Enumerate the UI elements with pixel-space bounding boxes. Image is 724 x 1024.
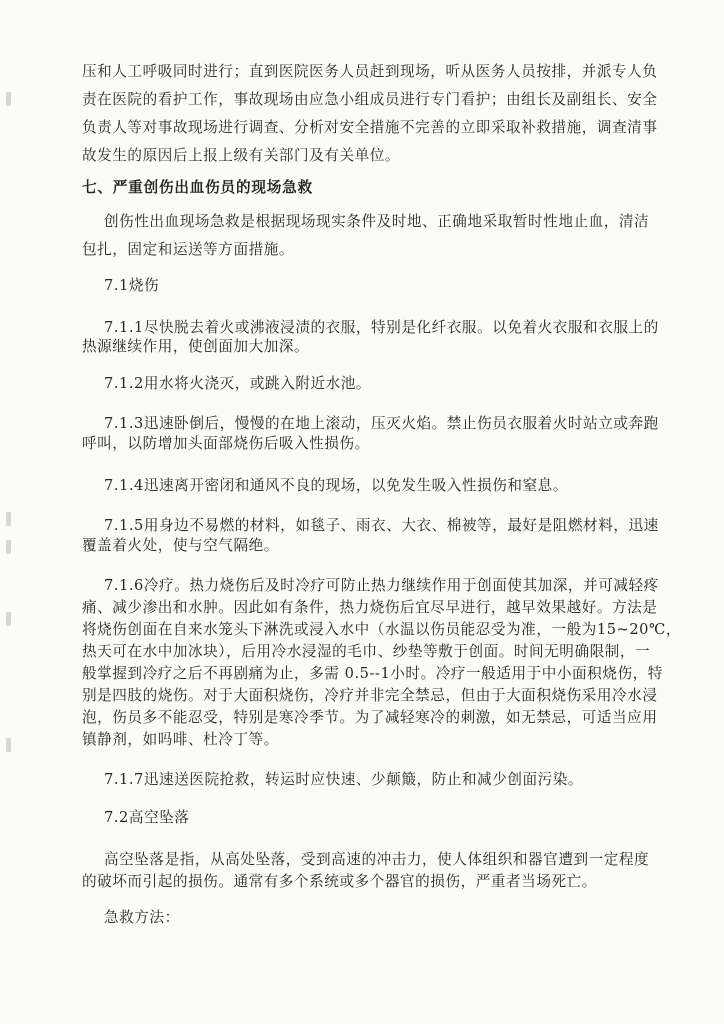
scan-margin-mark (6, 512, 11, 526)
subsection-heading: 7.1烧伤 (104, 277, 160, 294)
paragraph-line: 包扎，固定和运送等方面措施。 (82, 241, 295, 258)
section-heading: 七、严重创伤出血伤员的现场急救 (82, 179, 313, 196)
paragraph-line: 覆盖着火处，使与空气隔绝。 (82, 537, 279, 554)
paragraph-line: 责在医院的看护工作，事故现场由应急小组成员进行专门看护；由组长及副组长、安全 (82, 91, 658, 108)
paragraph-line: 别是四肢的烧伤。对于大面积烧伤，冷疗并非完全禁忌，但由于大面积烧伤采用冷水浸 (82, 687, 658, 704)
paragraph-line: 镇静剂，如吗啡、杜冷丁等。 (82, 731, 279, 748)
scan-margin-mark (6, 738, 11, 752)
scan-margin-mark (6, 540, 11, 554)
paragraph-line: 热源继续作用，使创面加大加深。 (82, 338, 310, 355)
paragraph-line: 将烧伤创面在自来水笼头下淋洗或浸入水中（水温以伤员能忍受为准，一般为15~20℃， (82, 621, 682, 638)
paragraph-line: 般掌握到冷疗之后不再剧痛为止，多需 0.5--1小时。冷疗一般适用于中小面积烧伤，特 (82, 665, 663, 682)
paragraph-line: 痛、减少渗出和水肿。因此如有条件，热力烧伤后宜尽早进行，越早效果越好。方法是 (82, 599, 658, 616)
scan-margin-mark (6, 92, 11, 106)
paragraph-line: 呼叫，以防增加头面部烧伤后吸入性损伤。 (82, 435, 370, 452)
paragraph-line: 故发生的原因后上报上级有关部门及有关单位。 (82, 147, 401, 164)
paragraph-line: 负责人等对事故现场进行调查、分析对安全措施不完善的立即采取补救措施，调查清事 (82, 119, 658, 136)
paragraph-line: 泡，伤员多不能忍受，特别是寒冷季节。为了减轻寒冷的刺激，如无禁忌，可适当应用 (82, 709, 658, 726)
paragraph-line: 7.1.6冷疗。热力烧伤后及时冷疗可防止热力继续作用于创面使其加深，并可减轻疼 (104, 577, 659, 594)
paragraph-line: 压和人工呼吸同时进行；直到医院医务人员赶到现场，听从医务人员按排，并派专人负 (82, 63, 658, 80)
subsection-heading: 7.2高空坠落 (104, 809, 190, 826)
paragraph-line: 7.1.3迅速卧倒后，慢慢的在地上滚动，压灭火焰。禁止伤员衣服着火时站立或奔跑 (104, 415, 659, 432)
paragraph-line: 7.1.7迅速送医院抢救，转运时应快速、少颠簸，防止和减少创面污染。 (104, 771, 584, 788)
paragraph-line: 7.1.4迅速离开密闭和通风不良的现场，以免发生吸入性损伤和窒息。 (104, 477, 568, 494)
paragraph-line: 7.1.1尽快脱去着火或沸液浸渍的衣服，特别是化纤衣服。以免着火衣服和衣服上的 (104, 319, 659, 336)
paragraph-line: 的破坏而引起的损伤。通常有多个系统或多个器官的损伤，严重者当场死亡。 (82, 873, 597, 890)
paragraph-line: 7.1.5用身边不易燃的材料，如毯子、雨衣、大衣、棉被等，最好是阻燃材料，迅速 (104, 517, 659, 534)
paragraph-line: 高空坠落是指，从高处坠落，受到高速的冲击力，使人体组织和器官遭到一定程度 (104, 851, 650, 868)
paragraph-line: 创伤性出血现场急救是根据现场现实条件及时地、正确地采取暂时性地止血，清洁 (104, 213, 650, 230)
paragraph-line: 急救方法： (104, 909, 180, 926)
paragraph-line: 7.1.2用水将火浇灭，或跳入附近水池。 (104, 375, 372, 392)
scan-margin-mark (6, 612, 11, 626)
paragraph-line: 热天可在水中加冰块），后用冷水浸湿的毛巾、纱垫等敷于创面。时间无明确限制，一 (82, 643, 651, 660)
